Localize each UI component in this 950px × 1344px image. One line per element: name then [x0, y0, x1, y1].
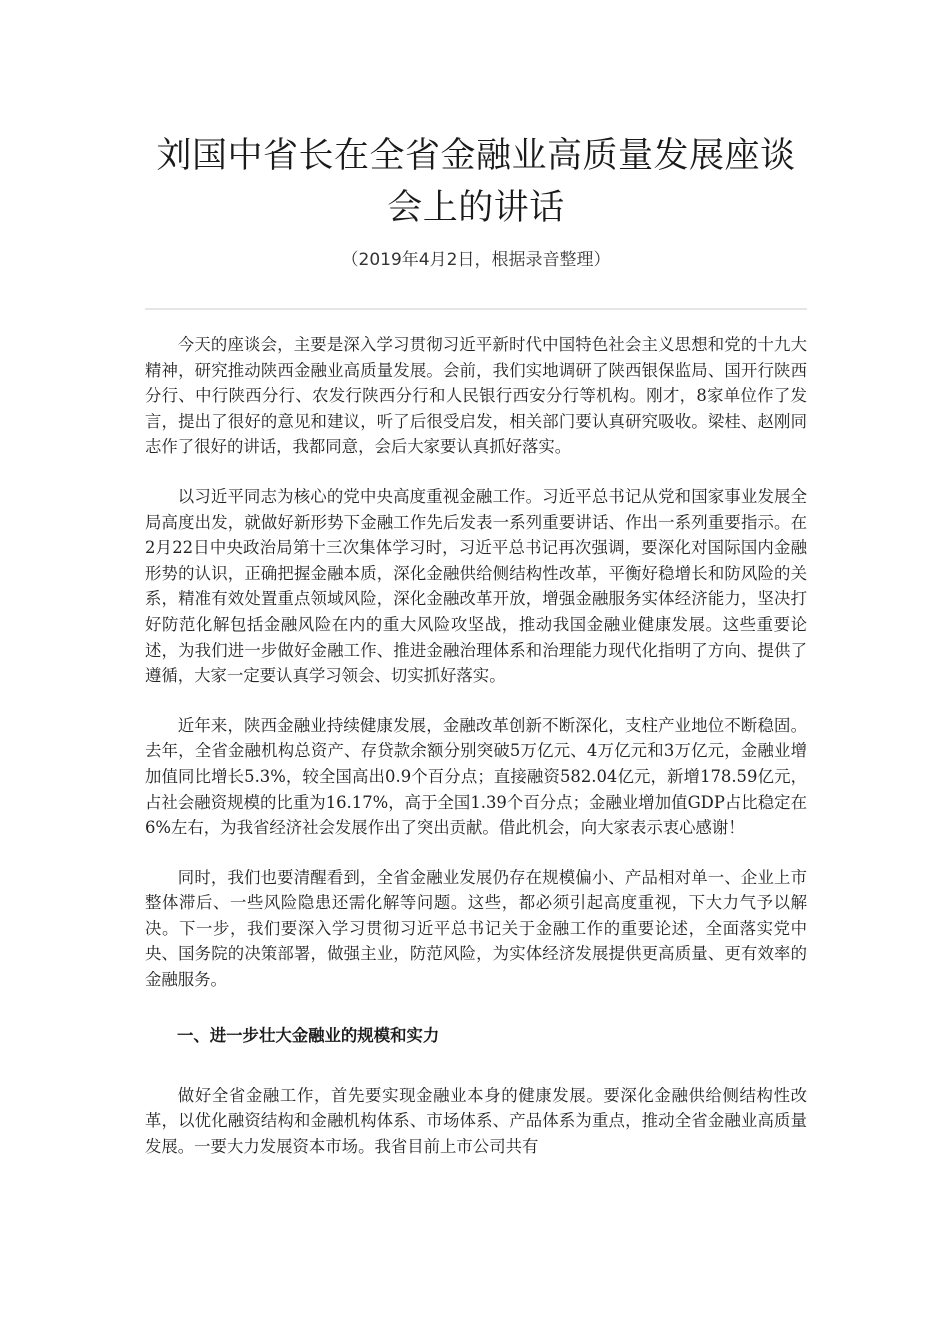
body-paragraph: 以习近平同志为核心的党中央高度重视金融工作。习近平总书记从党和国家事业发展全局高度出发，就做好新形势下金融工作先后发表一系列重要讲话、作出一系列重要指示。在2月22日中央政治局第十三次集体学习时，习近平总书记再次强调，要深化对国际国内金融形势的认识，正确把握金融本质，深化金融供给侧结构性改革，平衡好稳增长和防风险的关系，精准有效处置重点领域风险，深化金融改革开放，增强金融服务实体经济能力，坚决打好防范化解包括金融风险在内的重大风险攻坚战，推动我国金融业健康发展。这些重要论述，为我们进一步做好金融工作、推进金融治理体系和治理能力现代化指明了方向、提供了遵循，大家一定要认真学习领会、切实抓好落实。: [145, 486, 807, 686]
title-divider: [145, 308, 807, 310]
body-paragraph: 今天的座谈会，主要是深入学习贯彻习近平新时代中国特色社会主义思想和党的十九大精神，研究推动陕西金融业高质量发展。会前，我们实地调研了陕西银保监局、国开行陕西分行、中行陕西分行、农发行陕西分行和人民银行西安分行等机构。刚才，8家单位作了发言，提出了很好的意见和建议，听了后很受启发，相关部门要认真研究吸收。梁桂、赵刚同志作了很好的讲话，我都同意，会后大家要认真抓好落实。: [145, 335, 807, 457]
document-page: [145, 0, 807, 1183]
body-paragraph: 做好全省金融工作，首先要实现金融业本身的健康发展。要深化金融供给侧结构性改革，以优化融资结构和金融机构体系、市场体系、产品体系为重点，推动全省金融业高质量发展。一要大力发展资本市场。我省目前上市公司共有: [145, 1085, 807, 1156]
section-heading: 一、进一步壮大金融业的规模和实力: [177, 1025, 440, 1045]
body-paragraph: 近年来，陕西金融业持续健康发展，金融改革创新不断深化，支柱产业地位不断稳固。去年，全省金融机构总资产、存贷款余额分别突破5万亿元、4万亿元和3万亿元，金融业增加值同比增长5.3%，较全国高出0.9个百分点；直接融资582.04亿元，新增178.59亿元，占社会融资规模的比重为16.17%，高于全国1.39个百分点；金融业增加值GDP占比稳定在6%左右，为我省经济社会发展作出了突出贡献。借此机会，向大家表示衷心感谢！: [145, 715, 807, 838]
document-body: [145, 332, 807, 1159]
body-paragraph: 同时，我们也要清醒看到，全省金融业发展仍存在规模偏小、产品相对单一、企业上市整体滞后、一些风险隐患还需化解等问题。这些，都必须引起高度重视，下大力气予以解决。下一步，我们要深入学习贯彻习近平总书记关于金融工作的重要论述，全面落实党中央、国务院的决策部署，做强主业，防范风险，为实体经济发展提供更高质量、更有效率的金融服务。: [145, 867, 807, 990]
document-subtitle: （2019年4月2日，根据录音整理）: [341, 250, 611, 270]
document-title: 刘国中省长在全省金融业高质量发展座谈会上的讲话: [156, 136, 796, 228]
